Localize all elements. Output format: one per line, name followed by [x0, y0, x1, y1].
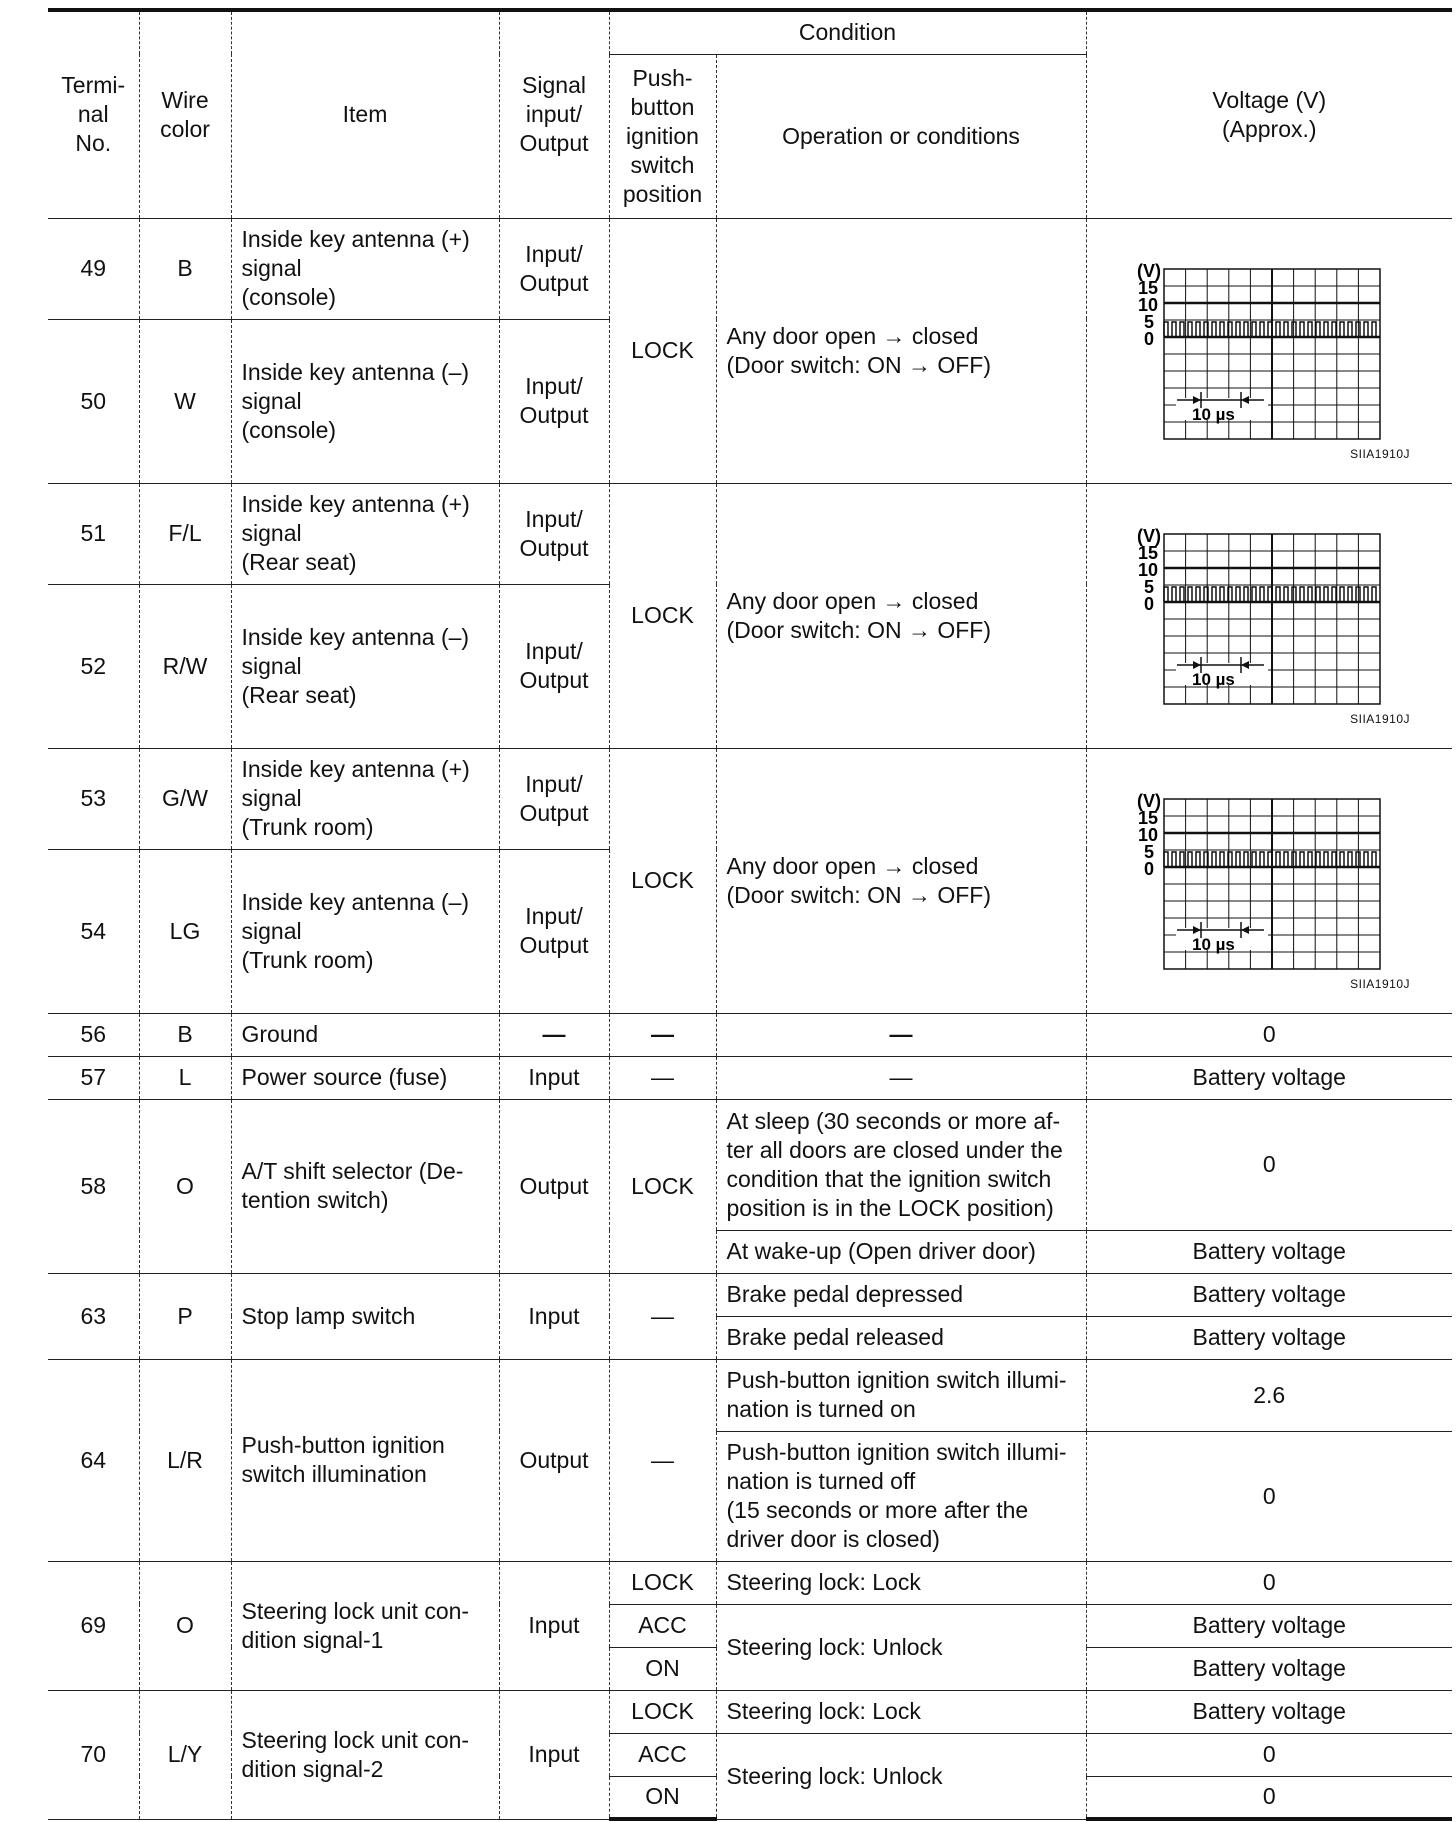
item-name: Ground [231, 1013, 499, 1056]
waveform-signal [1164, 322, 1380, 337]
waveform-graph [1137, 524, 1387, 708]
terminal-number: 52 [48, 584, 139, 748]
voltage-value: Battery voltage [1086, 1316, 1452, 1359]
terminal-number: 64 [48, 1359, 139, 1561]
signal-io: Input [499, 1056, 609, 1099]
item-name: Power source (fuse) [231, 1056, 499, 1099]
operation-condition: Push-button ignition switch illumi- nation is turned on [716, 1359, 1086, 1431]
wire-color: P [139, 1273, 231, 1359]
terminal-number: 63 [48, 1273, 139, 1359]
terminal-number: 50 [48, 319, 139, 483]
switch-position: LOCK [609, 748, 716, 1013]
waveform-y-tick: 0 [1143, 328, 1154, 349]
waveform-signal [1164, 852, 1380, 867]
switch-position: LOCK [609, 1690, 716, 1733]
wire-color: B [139, 218, 231, 319]
terminal-number: 54 [48, 849, 139, 1013]
signal-io: — [499, 1013, 609, 1056]
switch-position: — [609, 1056, 716, 1099]
signal-io: Input/ Output [499, 483, 609, 584]
operation-condition: Steering lock: Lock [716, 1561, 1086, 1604]
wire-color: L [139, 1056, 231, 1099]
signal-io: Input [499, 1273, 609, 1359]
header-switch-position: Push- button ignition switch position [609, 54, 716, 218]
operation-condition: Any door open → closed (Door switch: ON → OFF) [716, 748, 1086, 1013]
waveform-signal [1164, 587, 1380, 602]
table-row [48, 218, 1452, 319]
waveform-y-tick: 5 [1143, 576, 1154, 597]
operation-condition: Push-button ignition switch illumi- nation is turned off (15 seconds or more after the driver door is closed) [716, 1431, 1086, 1561]
waveform-y-tick: 10 [1137, 294, 1158, 315]
operation-condition: — [716, 1013, 1086, 1056]
table-row [48, 1273, 1452, 1316]
waveform-v-label: (V) [1136, 525, 1161, 546]
header-item: Item [231, 10, 499, 218]
waveform-y-tick: 5 [1143, 311, 1154, 332]
voltage-value: 2.6 [1086, 1359, 1452, 1431]
header-condition: Condition [609, 10, 1086, 54]
voltage-value: Battery voltage [1086, 1647, 1452, 1690]
voltage-value: Battery voltage [1086, 1273, 1452, 1316]
terminal-number: 56 [48, 1013, 139, 1056]
waveform-y-tick: 0 [1143, 593, 1154, 614]
item-name: Inside key antenna (+) signal (Trunk room) [231, 748, 499, 849]
operation-condition: Steering lock: Unlock [716, 1604, 1086, 1690]
signal-io: Output [499, 1359, 609, 1561]
wire-color: B [139, 1013, 231, 1056]
waveform-figure [1087, 484, 1453, 748]
wire-color: R/W [139, 584, 231, 748]
switch-position: — [609, 1359, 716, 1561]
wire-color: O [139, 1561, 231, 1690]
operation-condition: At sleep (30 seconds or more af- ter all doors are closed under the condition that the ignition switch position is in the LOCK position) [716, 1099, 1086, 1230]
switch-position: LOCK [609, 1561, 716, 1604]
switch-position: — [609, 1013, 716, 1056]
table-row [48, 1690, 1452, 1733]
waveform-y-tick: 15 [1137, 807, 1158, 828]
terminal-number: 51 [48, 483, 139, 584]
waveform-v-label: (V) [1136, 260, 1161, 281]
item-name: Inside key antenna (–) signal (console) [231, 319, 499, 483]
waveform-y-tick: 10 [1137, 559, 1158, 580]
operation-condition: Brake pedal depressed [716, 1273, 1086, 1316]
waveform-code: SIIA1910J [1350, 976, 1410, 991]
wire-color: F/L [139, 483, 231, 584]
terminal-number: 58 [48, 1099, 139, 1273]
terminal-number: 69 [48, 1561, 139, 1690]
waveform-figure [1087, 219, 1453, 483]
item-name: Push-button ignition switch illumination [231, 1359, 499, 1561]
voltage-value: 0 [1086, 1561, 1452, 1604]
voltage-waveform-cell [1086, 218, 1452, 483]
table-row [48, 1056, 1452, 1099]
waveform-time-label: 10 µs [1191, 404, 1235, 424]
header-terminal: Termi- nal No. [48, 10, 139, 218]
signal-io: Input/ Output [499, 584, 609, 748]
voltage-value: 0 [1086, 1013, 1452, 1056]
voltage-value: Battery voltage [1086, 1230, 1452, 1273]
voltage-waveform-cell [1086, 483, 1452, 748]
switch-position: — [609, 1273, 716, 1359]
header-row [48, 10, 1452, 54]
switch-position: LOCK [609, 218, 716, 483]
item-name: Stop lamp switch [231, 1273, 499, 1359]
table-row [48, 1561, 1452, 1604]
wire-color: W [139, 319, 231, 483]
waveform-time-label: 10 µs [1191, 669, 1235, 689]
item-name: Inside key antenna (–) signal (Rear seat) [231, 584, 499, 748]
voltage-value: 0 [1086, 1431, 1452, 1561]
terminal-number: 57 [48, 1056, 139, 1099]
header-operation: Operation or conditions [716, 54, 1086, 218]
item-name: Inside key antenna (+) signal (Rear seat) [231, 483, 499, 584]
waveform-graph [1137, 259, 1387, 443]
switch-position: ACC [609, 1604, 716, 1647]
switch-position: LOCK [609, 483, 716, 748]
signal-io: Input/ Output [499, 849, 609, 1013]
waveform-time-label: 10 µs [1191, 934, 1235, 954]
waveform-y-tick: 0 [1143, 858, 1154, 879]
operation-condition: Steering lock: Unlock [716, 1733, 1086, 1819]
operation-condition: Brake pedal released [716, 1316, 1086, 1359]
switch-position: LOCK [609, 1099, 716, 1273]
wire-color: L/Y [139, 1690, 231, 1819]
waveform-y-tick: 5 [1143, 841, 1154, 862]
switch-position: ON [609, 1776, 716, 1819]
signal-io: Input/ Output [499, 218, 609, 319]
wire-color: LG [139, 849, 231, 1013]
waveform-y-tick: 15 [1137, 277, 1158, 298]
wire-color: O [139, 1099, 231, 1273]
table-row [48, 748, 1452, 849]
switch-position: ON [609, 1647, 716, 1690]
operation-condition: Steering lock: Lock [716, 1690, 1086, 1733]
item-name: A/T shift selector (De- tention switch) [231, 1099, 499, 1273]
voltage-value: Battery voltage [1086, 1690, 1452, 1733]
signal-io: Input/ Output [499, 319, 609, 483]
wire-color: G/W [139, 748, 231, 849]
terminal-reference-document [48, 8, 1452, 1821]
waveform-graph [1137, 789, 1387, 973]
header-signal-io: Signal input/ Output [499, 10, 609, 218]
terminal-number: 53 [48, 748, 139, 849]
terminal-spec-table [48, 8, 1452, 1821]
waveform-y-tick: 15 [1137, 542, 1158, 563]
switch-position: ACC [609, 1733, 716, 1776]
operation-condition: — [716, 1056, 1086, 1099]
signal-io: Input [499, 1561, 609, 1690]
signal-io: Output [499, 1099, 609, 1273]
terminal-number: 49 [48, 218, 139, 319]
waveform-v-label: (V) [1136, 790, 1161, 811]
voltage-value: 0 [1086, 1776, 1452, 1819]
wire-color: L/R [139, 1359, 231, 1561]
item-name: Steering lock unit con- dition signal-2 [231, 1690, 499, 1819]
signal-io: Input [499, 1690, 609, 1819]
voltage-value: Battery voltage [1086, 1056, 1452, 1099]
operation-condition: At wake-up (Open driver door) [716, 1230, 1086, 1273]
header-voltage: Voltage (V) (Approx.) [1086, 10, 1452, 218]
waveform-figure [1087, 749, 1453, 1013]
item-name: Inside key antenna (+) signal (console) [231, 218, 499, 319]
voltage-waveform-cell [1086, 748, 1452, 1013]
operation-condition: Any door open → closed (Door switch: ON → OFF) [716, 218, 1086, 483]
header-wire-color: Wire color [139, 10, 231, 218]
item-name: Steering lock unit con- dition signal-1 [231, 1561, 499, 1690]
table-row [48, 483, 1452, 584]
table-row [48, 1099, 1452, 1230]
voltage-value: Battery voltage [1086, 1604, 1452, 1647]
table-row [48, 1013, 1452, 1056]
voltage-value: 0 [1086, 1733, 1452, 1776]
item-name: Inside key antenna (–) signal (Trunk room) [231, 849, 499, 1013]
terminal-number: 70 [48, 1690, 139, 1819]
voltage-value: 0 [1086, 1099, 1452, 1230]
waveform-code: SIIA1910J [1350, 711, 1410, 726]
waveform-y-tick: 10 [1137, 824, 1158, 845]
waveform-code: SIIA1910J [1350, 446, 1410, 461]
operation-condition: Any door open → closed (Door switch: ON → OFF) [716, 483, 1086, 748]
signal-io: Input/ Output [499, 748, 609, 849]
table-row [48, 1359, 1452, 1431]
